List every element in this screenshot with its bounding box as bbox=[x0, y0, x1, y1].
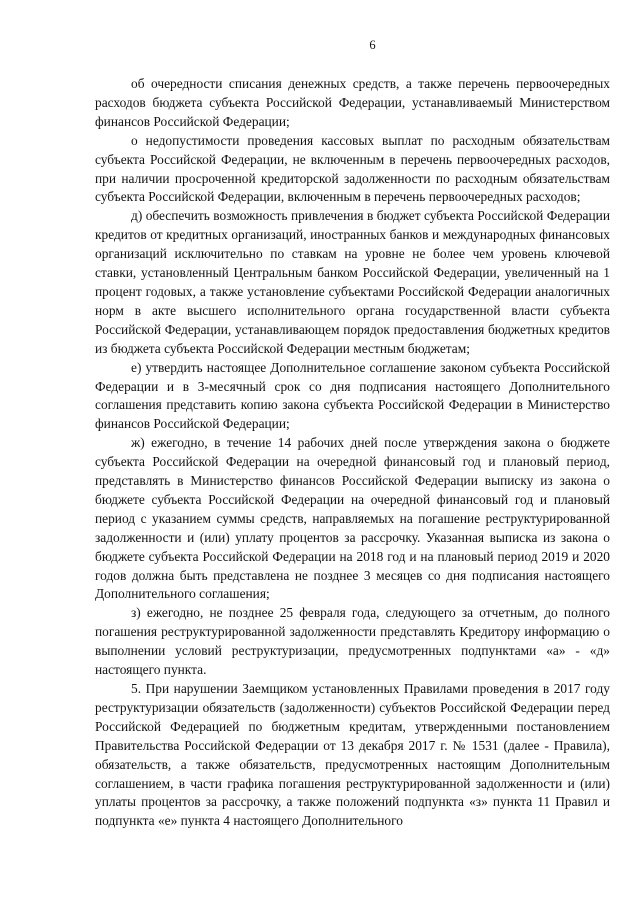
paragraph-zh-budget-extract: ж) ежегодно, в течение 14 рабочих дней после утверждения закона о бюджете субъекта Российской Федерации на очередной финансовый год и плановый период, представлять в Министерство финансов Российской Федерации выписку из закона о бюджете субъекта Российской Федерации на очередной финансовый год и плановый период с указанием суммы средств, направляемых на погашение реструктурированной задолженности и (или) уплату процентов за рассрочку. Указанная выписка из закона о бюджете субъекта Российской Федерации на 2018 год и на плановый период 2019 и 2020 годов должна быть представлена не позднее 3 месяцев со дня подписания настоящего Дополнительного соглашения; bbox=[95, 435, 610, 602]
paragraph-d-credits: д) обеспечить возможность привлечения в бюджет субъекта Российской Федерации кредитов от кредитных организаций, иностранных банков и международных финансовых организаций исключительно по ставкам на уровне не более чем уровень ключевой ставки, установленный Центральным банком Российской Федерации, увеличенный на 1 процент годовых, а также установление субъектами Российской Федерации аналогичных норм в акте высшего исполнительного органа государственной власти субъекта Российской Федерации, устанавливающем порядок предоставления бюджетных кредитов из бюджета субъекта Российской Федерации местным бюджетам; bbox=[95, 208, 610, 356]
paragraph-write-off-order: об очередности списания денежных средств, а также перечень первоочередных расходов бюджета субъекта Российской Федерации, устанавливаемый Министерством финансов Российской Федерации; bbox=[95, 76, 610, 129]
paragraph-z-report: з) ежегодно, не позднее 25 февраля года, следующего за отчетным, до полного погашения реструктурированной задолженности представлять Кредитору информацию о выполнении условий реструктуризации, предусмотренных подпунктами «а» - «д» настоящего пункта. bbox=[95, 605, 610, 678]
paragraph-cash-payments: о недопустимости проведения кассовых выплат по расходным обязательствам субъекта Российской Федерации, не включенным в перечень первоочередных расходов, при наличии просроченной кредиторской задолженности по расходным обязательствам субъекта Российской Федерации, включенным в перечень первоочередных расходов; bbox=[95, 132, 610, 205]
paragraph-e-approve-law: е) утвердить настоящее Дополнительное соглашение законом субъекта Российской Федерации и в 3-месячный срок со дня подписания настоящего Дополнительного соглашения представить копию закона субъекта Российской Федерации в Министерство финансов Российской Федерации; bbox=[95, 359, 610, 432]
paragraph-5-violations: 5. При нарушении Заемщиком установленных Правилами проведения в 2017 году реструктуризации обязательств (задолженности) субъектов Российской Федерации перед Российской Федерацией по бюджетным кредитам, утвержденными постановлением Правительства Российской Федерации от 13 декабря 2017 г. № 1531 (далее - Правила), обязательств, а также обязательств, предусмотренных настоящим Дополнительным соглашением, в части графика погашения реструктурированной задолженности и (или) уплаты процентов за рассрочку, а также положений подпункта «з» пункта 11 Правил и подпункта «е» пункта 4 настоящего Дополнительного bbox=[95, 681, 610, 829]
page-number: 6 bbox=[369, 38, 376, 52]
